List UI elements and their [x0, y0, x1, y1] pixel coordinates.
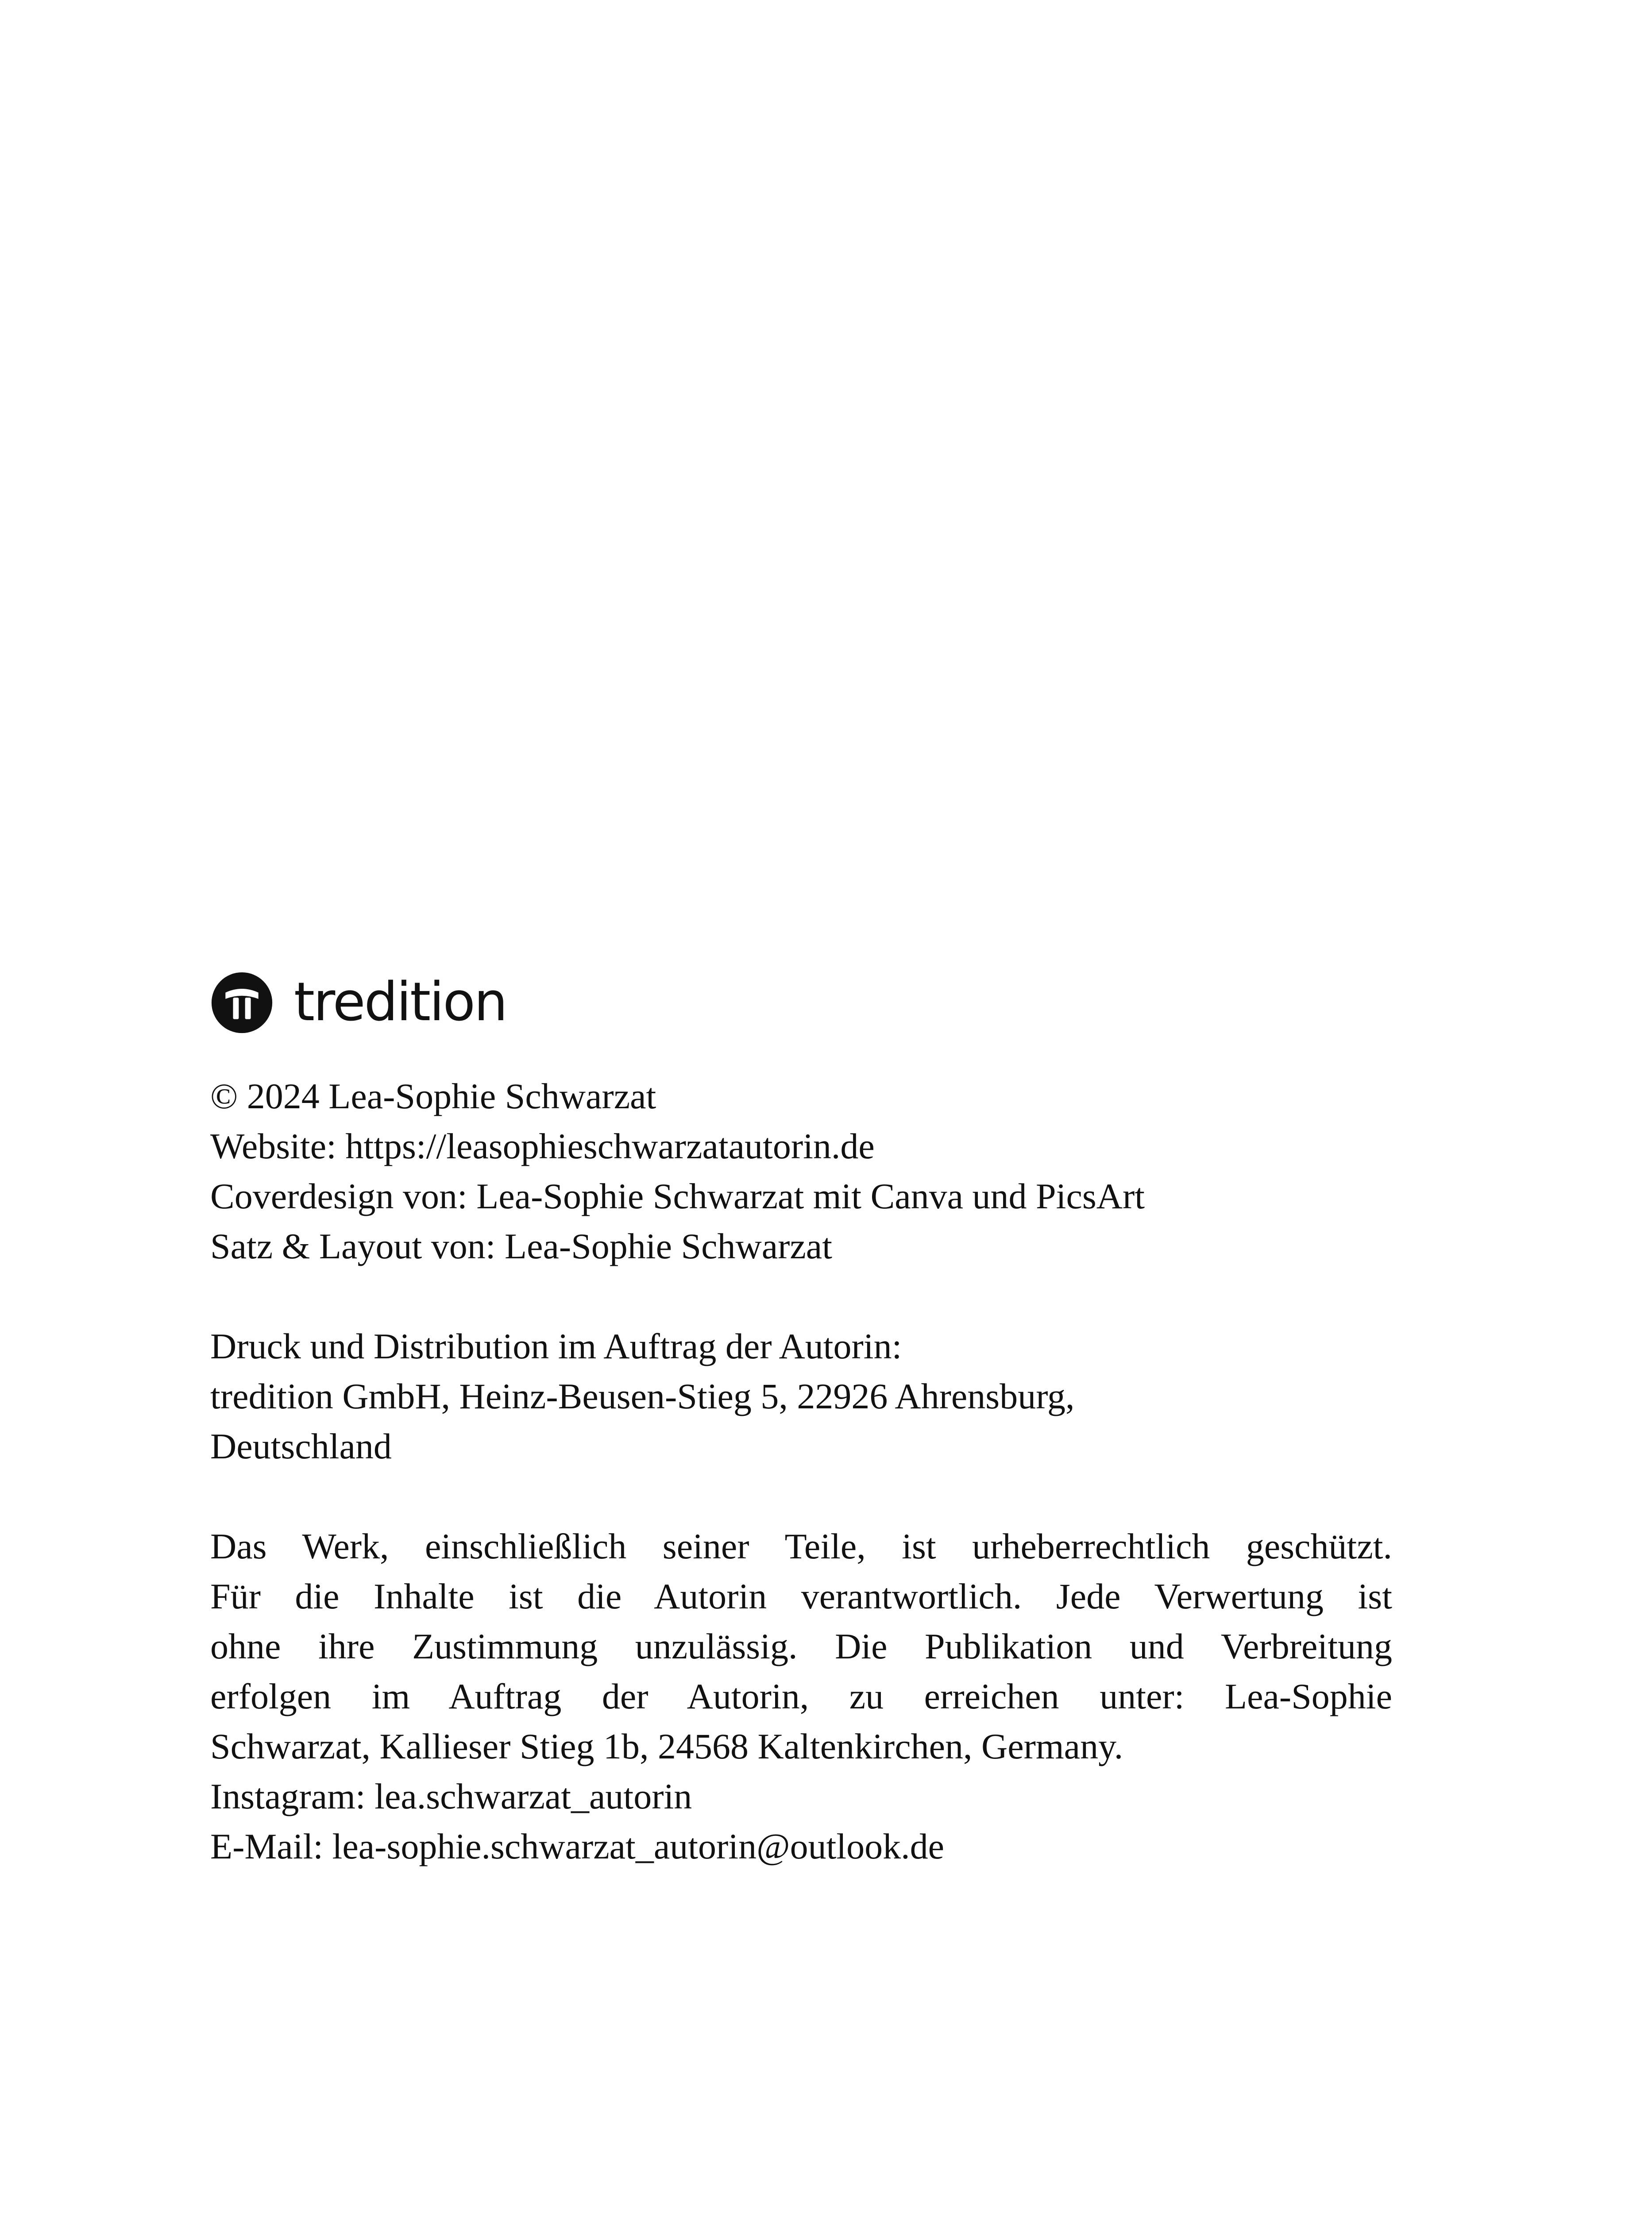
rights-line: erfolgen im Auftrag der Autorin, zu erreichen unter: Lea-Sophie [210, 1676, 1392, 1716]
distribution-block [210, 1321, 1392, 1471]
cover-design-line: Coverdesign von: Lea-Sophie Schwarzat mit Canva und PicsArt [210, 1176, 1145, 1216]
imprint-section [210, 967, 1392, 1871]
website-line: Website: https://leasophieschwarzatautorin.de [210, 1126, 875, 1166]
publisher-logo [210, 967, 1392, 1038]
distribution-line-2: tredition GmbH, Heinz-Beusen-Stieg 5, 22926 Ahrensburg, [210, 1376, 1075, 1416]
tredition-logo-icon [210, 971, 274, 1034]
copyright-line: © 2024 Lea-Sophie Schwarzat [210, 1076, 656, 1116]
layout-line: Satz & Layout von: Lea-Sophie Schwarzat [210, 1226, 832, 1266]
rights-line: Das Werk, einschließlich seiner Teile, ist urheberrechtlich geschützt. [210, 1526, 1392, 1566]
rights-line: Für die Inhalte ist die Autorin verantwortlich. Jede Verwertung ist [210, 1576, 1392, 1616]
distribution-line-3: Deutschland [210, 1426, 392, 1466]
instagram-line: Instagram: lea.schwarzat_autorin [210, 1776, 692, 1816]
rights-line: Schwarzat, Kallieser Stieg 1b, 24568 Kaltenkirchen, Germany. [210, 1726, 1123, 1766]
rights-line: ohne ihre Zustimmung unzulässig. Die Publikation und Verbreitung [210, 1626, 1392, 1666]
distribution-line-1: Druck und Distribution im Auftrag der Autorin: [210, 1326, 902, 1366]
credits-block [210, 1071, 1392, 1271]
email-line: E-Mail: lea-sophie.schwarzat_autorin@outlook.de [210, 1826, 945, 1866]
logo-wordmark: tredition [294, 972, 506, 1033]
rights-block [210, 1521, 1392, 1871]
